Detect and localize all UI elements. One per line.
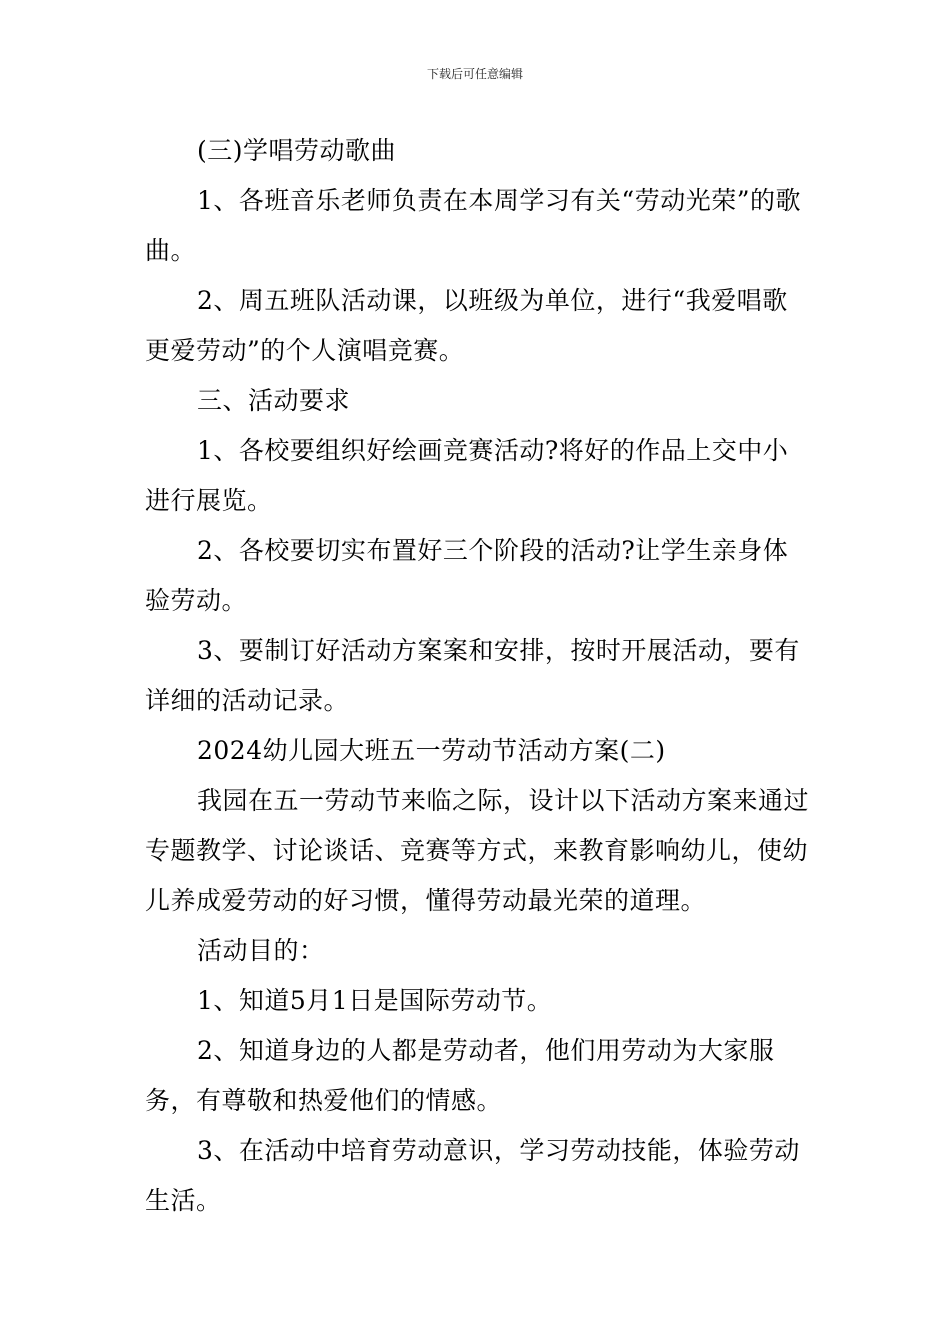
document-subtitle: 2024幼儿园大班五一劳动节活动方案(二) [197, 736, 666, 765]
document-body [145, 126, 810, 1226]
section-heading-learn-songs: (三)学唱劳动歌曲 [197, 136, 397, 165]
section-heading-purpose: 活动目的： [197, 936, 325, 965]
page-header: 下载后可任意编辑 [426, 67, 523, 81]
paragraph: 1、各班音乐老师负责在本周学习有关“劳动光荣”的歌曲。 [145, 186, 801, 265]
paragraph: 3、在活动中培育劳动意识，学习劳动技能，体验劳动生活。 [145, 1136, 800, 1215]
paragraph: 2、知道身边的人都是劳动者，他们用劳动为大家服务，有尊敬和热爱他们的情感。 [145, 1036, 775, 1115]
paragraph: 2、周五班队活动课，以班级为单位，进行“我爱唱歌更爱劳动”的个人演唱竞赛。 [145, 286, 788, 365]
paragraph: 3、要制订好活动方案案和安排，按时开展活动，要有详细的活动记录。 [145, 636, 800, 715]
paragraph: 2、各校要切实布置好三个阶段的活动?让学生亲身体验劳动。 [145, 536, 789, 615]
paragraph: 1、知道5月1日是国际劳动节。 [197, 986, 553, 1015]
section-heading-requirements: 三、活动要求 [197, 386, 351, 415]
paragraph: 1、各校要组织好绘画竞赛活动?将好的作品上交中小进行展览。 [145, 436, 789, 515]
paragraph: 我园在五一劳动节来临之际，设计以下活动方案来通过专题教学、讨论谈话、竞赛等方式，来教育影响幼儿，使幼儿养成爱劳动的好习惯，懂得劳动最光荣的道理。 [145, 786, 810, 915]
